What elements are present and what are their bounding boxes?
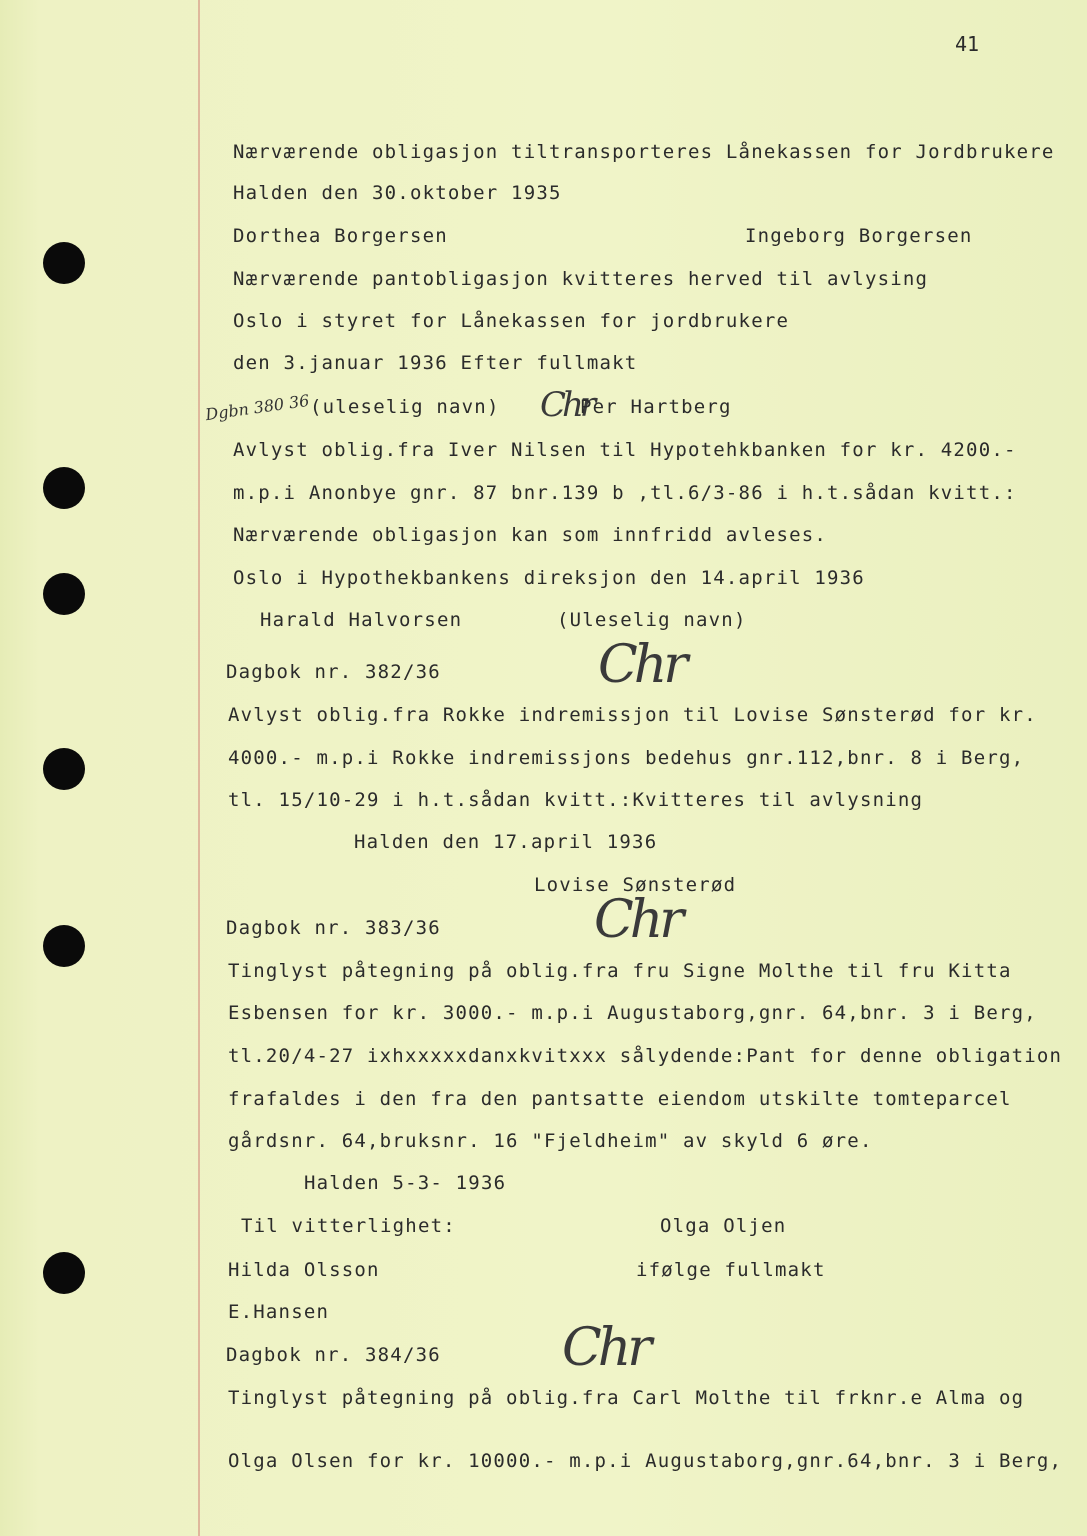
punch-hole: [43, 242, 85, 284]
text-line: Halden den 17.april 1936: [354, 831, 658, 853]
text-line: Nærværende obligasjon tiltransporteres Lånekassen for Jordbrukere: [233, 141, 1055, 163]
text-line: Avlyst oblig.fra Rokke indremissjon til Lovise Sønsterød for kr.: [228, 704, 1037, 726]
text-line: Dagbok nr. 383/36: [226, 917, 441, 939]
text-line: Dorthea Borgersen: [233, 225, 448, 247]
text-line: Oslo i Hypothekbankens direksjon den 14.april 1936: [233, 567, 865, 589]
initials-signature: Chr: [598, 635, 685, 695]
text-line: (Uleselig navn): [557, 609, 747, 631]
text-line: ifølge fullmakt: [636, 1259, 826, 1281]
punch-hole: [43, 1252, 85, 1294]
text-line: frafaldes i den fra den pantsatte eiendom utskilte tomteparcel: [228, 1088, 1012, 1110]
text-line: Avlyst oblig.fra Iver Nilsen til Hypotehkbanken for kr. 4200.-: [233, 439, 1017, 461]
text-line: Ingeborg Borgersen: [745, 225, 973, 247]
page-number: 41: [955, 32, 980, 56]
initials-signature: Chr: [562, 1318, 649, 1378]
text-line: Tinglyst påtegning på oblig.fra fru Signe Molthe til fru Kitta: [228, 960, 1012, 982]
text-line: Esbensen for kr. 3000.- m.p.i Augustaborg,gnr. 64,bnr. 3 i Berg,: [228, 1002, 1037, 1024]
text-line: Olga Oljen: [660, 1215, 787, 1237]
text-line: Nærværende obligasjon kan som innfridd avleses.: [233, 524, 828, 546]
text-line: den 3.januar 1936 Efter fullmakt: [233, 352, 638, 374]
text-line: (uleselig navn): [310, 396, 500, 418]
text-line: gårdsnr. 64,bruksnr. 16 "Fjeldheim" av skyld 6 øre.: [228, 1130, 873, 1152]
text-line: Dagbok nr. 382/36: [226, 661, 441, 683]
text-line: Halden 5-3- 1936: [304, 1172, 507, 1194]
text-line: Nærværende pantobligasjon kvitteres herved til avlysing: [233, 268, 929, 290]
text-line: Harald Halvorsen: [260, 609, 463, 631]
text-line: Olga Olsen for kr. 10000.- m.p.i Augustaborg,gnr.64,bnr. 3 i Berg,: [228, 1450, 1063, 1472]
text-line: Halden den 30.oktober 1935: [233, 182, 562, 204]
text-line: Tinglyst påtegning på oblig.fra Carl Molthe til frknr.e Alma og: [228, 1387, 1025, 1409]
text-line: tl. 15/10-29 i h.t.sådan kvitt.:Kvitteres til avlysning: [228, 789, 924, 811]
punch-hole: [43, 573, 85, 615]
text-line: 4000.- m.p.i Rokke indremissjons bedehus gnr.112,bnr. 8 i Berg,: [228, 747, 1025, 769]
punch-hole: [43, 467, 85, 509]
text-line: Til vitterlighet:: [241, 1215, 456, 1237]
text-line: tl.20/4-27 ixhxxxxxdanxkvitxxx sålydende:Pant for denne obligation: [228, 1045, 1063, 1067]
initials-signature: Chr: [540, 385, 593, 425]
punch-hole: [43, 748, 85, 790]
margin-handwriting: Dgbn 380 36: [204, 390, 311, 425]
text-line: Lovise Sønsterød: [534, 874, 737, 896]
margin-rule: [198, 0, 200, 1536]
initials-signature: Chr: [594, 890, 681, 950]
punch-hole: [43, 925, 85, 967]
text-line: Hilda Olsson: [228, 1259, 380, 1281]
text-line: Oslo i styret for Lånekassen for jordbrukere: [233, 310, 790, 332]
text-line: Per Hartberg: [580, 396, 732, 418]
text-line: Dagbok nr. 384/36: [226, 1344, 441, 1366]
text-line: E.Hansen: [228, 1301, 330, 1323]
text-line: m.p.i Anonbye gnr. 87 bnr.139 b ,tl.6/3-86 i h.t.sådan kvitt.:: [233, 482, 1017, 504]
